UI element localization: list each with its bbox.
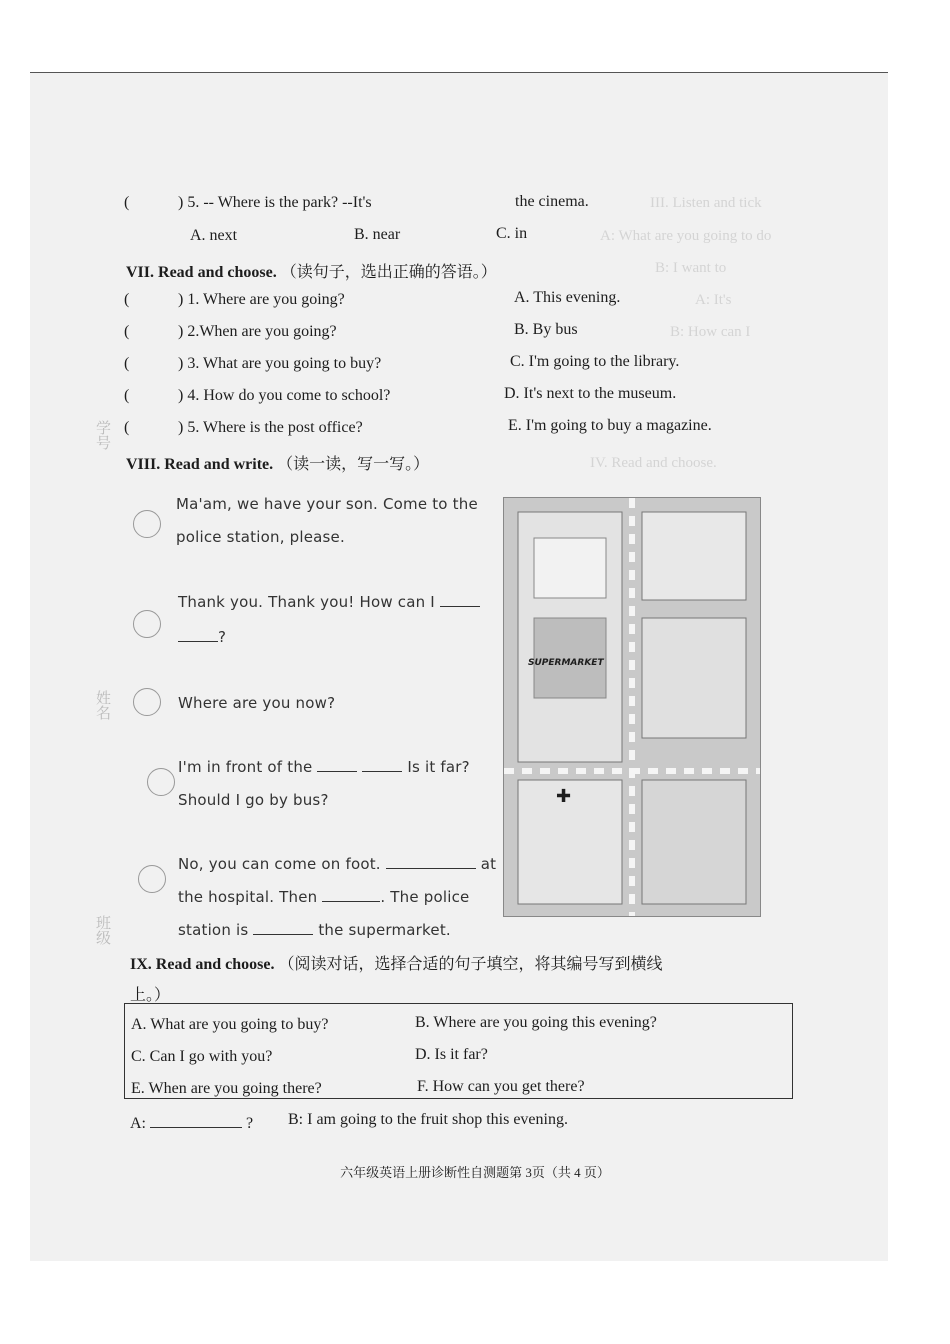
dialogue-line [178, 854, 496, 873]
bleed-text: III. Listen and tick [650, 195, 762, 211]
answer-text: C. I'm going to the library. [510, 353, 680, 370]
speaker-face-icon [133, 610, 161, 638]
dialogue-line: police station, please. [176, 528, 345, 546]
answer-paren[interactable]: ( [124, 323, 130, 340]
dialogue-line [178, 887, 469, 906]
section-title: VII. Read and choose. [126, 264, 277, 281]
answer-text: D. It's next to the museum. [504, 385, 677, 402]
bleed-text: IV. Read and choose. [590, 455, 717, 471]
page-footer: 六年级英语上册诊断性自测题第 3页（共 4 页） [340, 1165, 610, 1180]
section-title: IX. Read and choose. [130, 956, 275, 973]
dialogue-line: Should I go by bus? [178, 791, 329, 809]
section-title: VIII. Read and write. [126, 456, 274, 473]
dialogue-line [178, 920, 451, 939]
dialogue-line [130, 1113, 253, 1133]
option-c: C. Can I go with you? [131, 1048, 273, 1065]
question-mark: ? [246, 1115, 254, 1132]
speaker-face-icon [133, 688, 161, 716]
question-text: ) 2.When are you going? [178, 323, 337, 340]
answer-blank[interactable] [322, 887, 380, 902]
dialogue-line [178, 627, 226, 646]
answer-blank[interactable] [386, 854, 476, 869]
section-heading [126, 451, 429, 474]
answer-paren[interactable]: ( [124, 387, 130, 404]
dialogue-text: Is it far? [407, 758, 470, 776]
dialogue-text: ? [218, 628, 227, 646]
hospital-cross-icon: ✚ [556, 786, 572, 806]
option-a: A. What are you going to buy? [131, 1016, 329, 1033]
question-text: the cinema. [515, 193, 589, 210]
bleed-text: A: It's [695, 292, 732, 308]
dialogue-text: Thank you. Thank you! How can I [178, 593, 435, 611]
map-label-supermarket: SUPERMARKET [528, 658, 604, 668]
bleed-text: B: I want to [655, 260, 727, 276]
option-b: B. near [354, 226, 401, 243]
answer-blank[interactable] [317, 757, 357, 772]
answer-text: B. By bus [514, 321, 578, 338]
option-a: A. next [190, 227, 238, 244]
section-note-cont: 上。） [130, 987, 171, 1004]
speaker-face-icon [147, 768, 175, 796]
section-note: （读句子，选出正确的答语。） [280, 264, 497, 281]
dialogue-text: the hospital. Then [178, 888, 318, 906]
section-heading [130, 951, 662, 974]
answer-text: E. I'm going to buy a magazine. [508, 417, 712, 434]
option-c: C. in [496, 225, 528, 242]
answer-blank[interactable] [362, 757, 402, 772]
option-d: D. Is it far? [415, 1046, 488, 1063]
answer-paren[interactable]: ( [124, 194, 130, 211]
bleed-text: A: What are you going to do [600, 228, 772, 244]
street-map-drawing [504, 498, 760, 916]
speaker-a: A: [130, 1115, 146, 1132]
bleed-side-label: 学号 [94, 420, 110, 450]
answer-blank[interactable] [178, 627, 218, 642]
bleed-side-label: 班级 [94, 915, 110, 945]
dialogue-line: B: I am going to the fruit shop this evening. [288, 1111, 568, 1128]
dialogue-line [178, 757, 470, 776]
dialogue-line: Where are you now? [178, 694, 336, 712]
section-note: （阅读对话，选择合适的句子填空，将其编号写到横线 [278, 956, 663, 973]
option-b: B. Where are you going this evening? [415, 1014, 657, 1031]
question-text: ) 1. Where are you going? [178, 291, 345, 308]
answer-blank[interactable] [150, 1113, 242, 1128]
answer-paren[interactable]: ( [124, 419, 130, 436]
dialogue-text: No, you can come on foot. [178, 855, 381, 873]
question-text: ) 4. How do you come to school? [178, 387, 391, 404]
speaker-face-icon [138, 865, 166, 893]
question-text: ) 5. Where is the post office? [178, 419, 363, 436]
dialogue-text: station is [178, 921, 249, 939]
section-heading [126, 259, 497, 282]
question-text: ) 3. What are you going to buy? [178, 355, 382, 372]
dialogue-text: I'm in front of the [178, 758, 313, 776]
answer-blank[interactable] [440, 592, 480, 607]
answer-text: A. This evening. [514, 289, 621, 306]
section-note: （读一读，写一写。） [277, 456, 430, 473]
bleed-side-label: 姓名 [94, 690, 110, 720]
speaker-face-icon [133, 510, 161, 538]
answer-blank[interactable] [253, 920, 313, 935]
option-e: E. When are you going there? [131, 1080, 322, 1097]
answer-paren[interactable]: ( [124, 291, 130, 308]
answer-paren[interactable]: ( [124, 355, 130, 372]
option-f: F. How can you get there? [417, 1078, 585, 1095]
dialogue-text: at [480, 855, 497, 873]
dialogue-line: Ma'am, we have your son. Come to the [176, 495, 478, 513]
dialogue-line [178, 592, 480, 611]
bleed-text: B: How can I [670, 324, 751, 340]
dialogue-text: the supermarket. [318, 921, 451, 939]
dialogue-text: . The police [380, 888, 470, 906]
question-text: ) 5. -- Where is the park? --It's [178, 194, 372, 211]
street-map [503, 497, 761, 917]
